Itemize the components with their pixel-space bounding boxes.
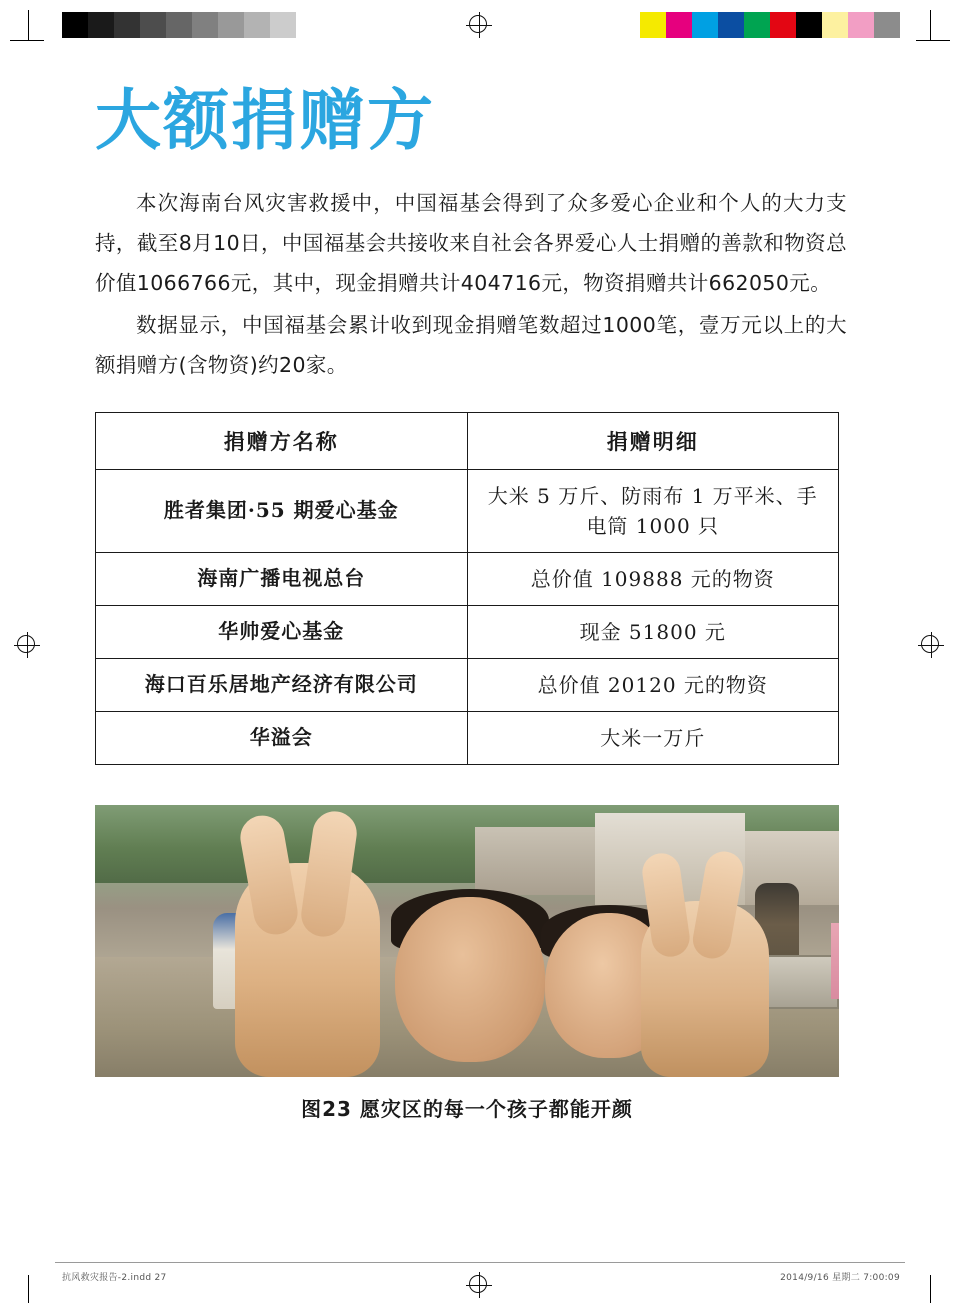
crop-mark-top-left-h bbox=[10, 40, 44, 41]
donor-table bbox=[95, 412, 839, 765]
grayscale-swatch-0 bbox=[62, 12, 88, 38]
grayscale-swatch-4 bbox=[166, 12, 192, 38]
crop-mark-bottom-right-v bbox=[930, 1275, 931, 1303]
cell-donation-detail: 大米一万斤 bbox=[467, 711, 839, 764]
donor-table-body bbox=[96, 469, 839, 764]
color-swatch-7 bbox=[822, 12, 848, 38]
registration-target-icon-left bbox=[14, 632, 40, 658]
page-title: 大额捐赠方 bbox=[95, 82, 435, 159]
photo-hanging-cloth bbox=[831, 923, 839, 999]
color-swatch-6 bbox=[796, 12, 822, 38]
photo-building-a bbox=[475, 827, 595, 895]
cell-donor-name: 海口百乐居地产经济有限公司 bbox=[96, 658, 468, 711]
table-row bbox=[96, 469, 839, 552]
cell-donor-name: 华帅爱心基金 bbox=[96, 605, 468, 658]
body-paragraph-2: 数据显示，中国福基会累计收到现金捐赠笔数超过1000笔，壹万元以上的大额捐赠方(含物资)约20家。 bbox=[95, 312, 847, 377]
grayscale-calibration-bar bbox=[62, 12, 322, 38]
registration-target-icon-right bbox=[918, 632, 944, 658]
figure-caption: 图23 愿灾区的每一个孩子都能开颜 bbox=[301, 1096, 633, 1121]
grayscale-swatch-7 bbox=[244, 12, 270, 38]
column-header-donation-detail: 捐赠明细 bbox=[467, 412, 839, 469]
cell-donor-name: 胜者集团·55 期爱心基金 bbox=[96, 469, 468, 552]
crop-mark-top-right-v bbox=[930, 10, 931, 40]
color-calibration-bar bbox=[640, 12, 900, 38]
cell-donation-detail: 总价值 109888 元的物资 bbox=[467, 552, 839, 605]
crop-mark-top-left-v bbox=[28, 10, 29, 40]
color-swatch-3 bbox=[718, 12, 744, 38]
footer-timestamp: 2014/9/16 星期二 7:00:09 bbox=[780, 1273, 900, 1283]
table-row bbox=[96, 711, 839, 764]
cell-donor-name: 海南广播电视总台 bbox=[96, 552, 468, 605]
grayscale-swatch-2 bbox=[114, 12, 140, 38]
color-swatch-2 bbox=[692, 12, 718, 38]
footer-file-name: 抗风救灾报告-2.indd 27 bbox=[62, 1273, 167, 1283]
column-header-donor-name: 捐赠方名称 bbox=[96, 412, 468, 469]
cell-donation-detail: 现金 51800 元 bbox=[467, 605, 839, 658]
crop-mark-top-right-h bbox=[916, 40, 950, 41]
table-row bbox=[96, 658, 839, 711]
crop-mark-bottom-left-v bbox=[28, 1275, 29, 1303]
color-swatch-0 bbox=[640, 12, 666, 38]
color-swatch-8 bbox=[848, 12, 874, 38]
cell-donation-detail: 大米 5 万斤、防雨布 1 万平米、手电筒 1000 只 bbox=[467, 469, 839, 552]
grayscale-swatch-9 bbox=[296, 12, 322, 38]
donor-table-head bbox=[96, 412, 839, 469]
grayscale-swatch-8 bbox=[270, 12, 296, 38]
color-swatch-9 bbox=[874, 12, 900, 38]
table-row bbox=[96, 605, 839, 658]
photo-child-a-face bbox=[395, 897, 545, 1062]
table-row bbox=[96, 552, 839, 605]
cell-donation-detail: 总价值 20120 元的物资 bbox=[467, 658, 839, 711]
grayscale-swatch-1 bbox=[88, 12, 114, 38]
body-paragraph-1: 本次海南台风灾害救援中，中国福基会得到了众多爱心企业和个人的大力支持，截至8月10日，中国福基会共接收来自社会各界爱心人士捐赠的善款和物资总价值1066766元，其中，现金捐赠共计404716元，物资捐赠共计662050元。 bbox=[95, 191, 847, 295]
registration-target-icon-top bbox=[466, 12, 492, 38]
color-swatch-1 bbox=[666, 12, 692, 38]
registration-target-icon-bottom bbox=[466, 1272, 492, 1298]
grayscale-swatch-5 bbox=[192, 12, 218, 38]
document-content bbox=[95, 82, 847, 1122]
photo-illustration bbox=[95, 805, 839, 1077]
figure-photo bbox=[95, 805, 839, 1077]
cell-donor-name: 华溢会 bbox=[96, 711, 468, 764]
color-swatch-4 bbox=[744, 12, 770, 38]
table-header-row bbox=[96, 412, 839, 469]
grayscale-swatch-6 bbox=[218, 12, 244, 38]
grayscale-swatch-3 bbox=[140, 12, 166, 38]
color-swatch-5 bbox=[770, 12, 796, 38]
footer-divider bbox=[55, 1262, 905, 1263]
